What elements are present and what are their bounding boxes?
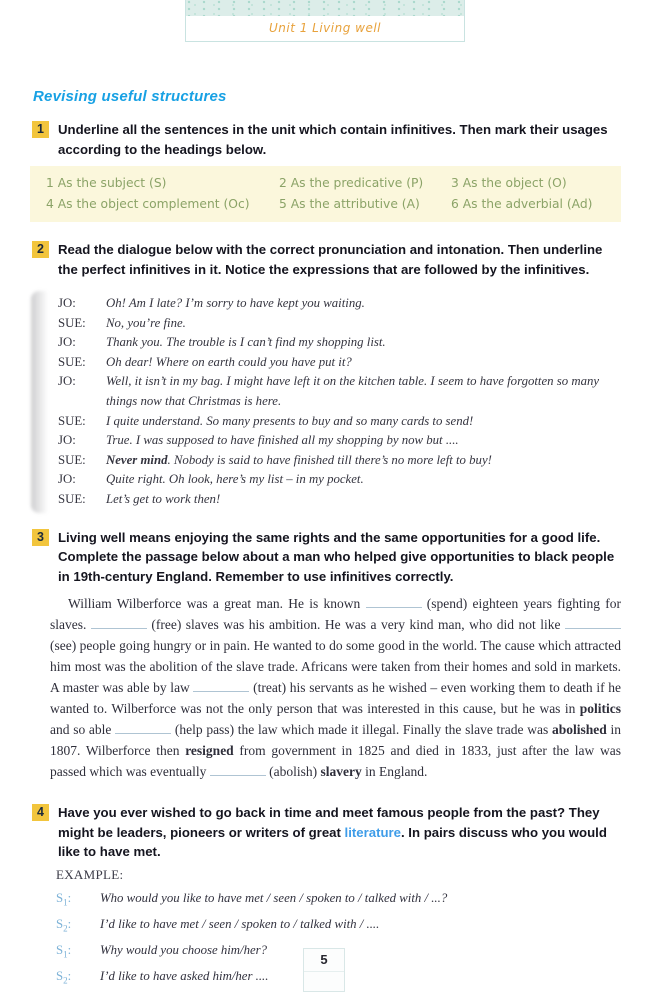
dialogue-speaker: SUE: <box>58 354 86 369</box>
usage-heading-item: 4 As the object complement (Oc) <box>46 197 250 211</box>
exercise-3-number-badge: 3 <box>32 529 49 546</box>
example-speaker: $S_2$: <box>56 916 72 934</box>
exercise-4-instruction <box>58 803 620 862</box>
fill-in-blank <box>193 679 249 692</box>
example-line: Who would you like to have met / seen / spoken to / talked with / ...? <box>100 890 448 905</box>
dialogue-speaker: SUE: <box>58 452 86 467</box>
fill-in-blank <box>91 616 147 629</box>
unit-title: Unit 1 Living well <box>268 21 382 35</box>
vocab-term: literature <box>344 824 401 840</box>
fill-in-blank <box>366 595 422 608</box>
text-segment: and so able <box>50 722 116 738</box>
dialogue-line <box>106 353 622 373</box>
example-line: I’d like to have asked him/her .... <box>100 968 269 983</box>
text-segment: Have you ever wished to go back in time and meet famous people from the past? They might be leaders, pioneers or writers of great <box>58 805 600 840</box>
exercise-3 <box>32 528 620 587</box>
dialogue-speaker: JO: <box>58 296 76 310</box>
text-segment: (see) people going hungry or in pain. He wanted to do some good in the world. The cause which attracted him most was the abolition of the slave trade. Africans were taken from their homes and sold in markets. A master was able by law <box>50 638 621 696</box>
usage-headings <box>30 166 621 222</box>
text-segment: (treat) his servants as he wished – even working them to death if he wanted to. Wilberforce was not the only person that was interested in this cause, but he was in <box>50 680 621 717</box>
text-segment: Oh dear! Where on earth could you have put it? <box>106 354 352 369</box>
usage-heading-item: 6 As the adverbial (Ad) <box>451 197 593 211</box>
usage-heading-item: 3 As the object (O) <box>451 176 567 190</box>
text-segment: Quite right. Oh look, here’s my list – in my pocket. <box>106 472 364 487</box>
text-segment: (free) slaves was his ambition. He was a very kind man, who did not like <box>146 617 566 633</box>
exercise-3-instruction: Living well means enjoying the same rights and the same opportunities for a good life. Complete the passage below about a man who helped give opportunities to black people in 19th-century England. Remember to use infinitives correctly. <box>58 529 615 584</box>
exercise-2 <box>32 240 620 279</box>
text-segment: slavery <box>320 764 362 780</box>
example-speaker: $S_1$: <box>56 890 72 908</box>
text-segment: (spend) eighteen years fighting for slaves. <box>50 596 622 633</box>
example-speaker: $S_1$: <box>56 942 72 960</box>
usage-heading-item: 2 As the predicative (P) <box>279 176 424 190</box>
dialogue-speaker: SUE: <box>58 315 86 330</box>
dialogue-speaker: JO: <box>58 433 76 448</box>
page-number: 5 <box>320 952 328 967</box>
dialogue-speaker: SUE: <box>58 491 86 506</box>
dialogue-speaker: JO: <box>58 374 76 389</box>
text-segment: abolished <box>551 722 607 738</box>
text-segment: Well, it isn’t in my bag. I might have left it on the kitchen table. I seem to have forgotten so many things now that Christmas is here. <box>106 374 600 408</box>
exercise-1 <box>32 120 620 159</box>
fill-in-blank <box>565 616 621 629</box>
dialogue-speaker: SUE: <box>58 413 86 428</box>
page-number-box <box>303 948 345 992</box>
exercise-4-number-badge: 4 <box>32 804 49 821</box>
dialogue-line <box>106 412 622 432</box>
text-segment: from government in 1825 and died in 1833, just after the law was passed which was eventually <box>50 743 622 780</box>
exercise-1-number-badge: 1 <box>32 121 49 138</box>
text-segment: in England. <box>361 764 428 780</box>
dialogue-line <box>106 372 622 411</box>
text-segment: Never mind <box>106 452 168 467</box>
text-segment: I quite understand. So many presents to buy and so many cards to send! <box>106 413 474 428</box>
example-label: EXAMPLE: <box>56 866 124 882</box>
text-segment: Thank you. The trouble is I can’t find my shopping list. <box>106 335 386 350</box>
example-speaker: $S_2$: <box>56 968 72 986</box>
fill-in-blank <box>115 721 171 734</box>
text-segment: Oh! Am I late? I’m sorry to have kept you waiting. <box>106 296 365 310</box>
dialogue-line <box>106 431 622 451</box>
exercise-2-number-badge: 2 <box>32 241 49 258</box>
fill-in-blank <box>210 763 266 776</box>
exercise-1-instruction: Underline all the sentences in the unit which contain infinitives. Then mark their usages according to the headings below. <box>58 122 608 157</box>
page-number-divider <box>304 971 344 972</box>
dialogue-line <box>106 451 622 471</box>
dialogue-line <box>106 314 622 334</box>
dialogue <box>36 289 622 515</box>
text-segment: True. I was supposed to have finished all my shopping by now but .... <box>106 433 459 448</box>
example-line: I’d like to have met / seen / spoken to / talked with / .... <box>100 916 380 931</box>
usage-heading-item: 1 As the subject (S) <box>46 176 167 190</box>
text-segment: No, you’re fine. <box>106 315 186 330</box>
text-segment: Let’s get to work then! <box>106 491 221 506</box>
dialogue-line <box>106 294 622 314</box>
exercise-4 <box>32 803 620 862</box>
text-segment: . Nobody is said to have finished till there’s no more left to buy! <box>167 452 492 467</box>
unit-header-texture-band <box>186 0 464 16</box>
text-segment: in 1807. Wilberforce then <box>50 722 621 759</box>
passage <box>50 593 621 782</box>
section-heading: Revising useful structures <box>33 88 227 105</box>
dialogue-speaker: JO: <box>58 472 76 487</box>
text-segment: . In pairs discuss who you would like to have met. <box>58 824 607 860</box>
text-segment: William Wilberforce was a great man. He is known <box>68 596 366 612</box>
dialogue-speaker: JO: <box>58 335 76 350</box>
unit-header <box>185 0 465 42</box>
text-segment: (help pass) the law which made it illegal. Finally the slave trade was <box>171 722 552 738</box>
dialogue-line <box>106 333 622 353</box>
example-line: Why would you choose him/her? <box>100 942 268 957</box>
text-segment: politics <box>579 701 621 717</box>
text-segment: (abolish) <box>265 764 321 780</box>
dialogue-line <box>106 470 622 490</box>
exercise-2-instruction: Read the dialogue below with the correct pronunciation and intonation. Then underline the perfect infinitives in it. Notice the expressions that are followed by the infinitives. <box>58 242 603 277</box>
text-segment: resigned <box>185 743 234 759</box>
dialogue-line <box>106 490 622 510</box>
usage-heading-item: 5 As the attributive (A) <box>279 197 420 211</box>
